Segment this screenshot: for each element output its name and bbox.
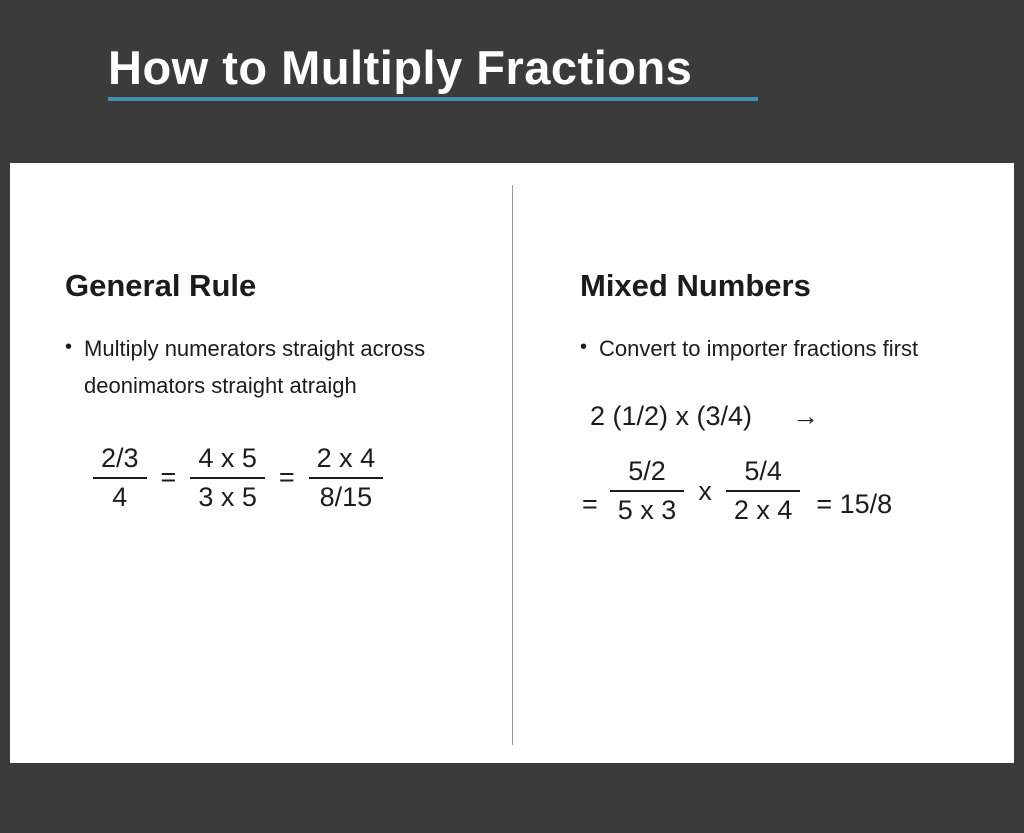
fraction-numerator: 5/2 <box>628 456 666 487</box>
column-divider <box>512 185 513 745</box>
list-item-text: Multiply numerators straight across deonimators straight atraigh <box>84 336 426 399</box>
bullet-dot-icon: • <box>65 336 73 358</box>
right-column-heading: Mixed Numbers <box>580 268 811 303</box>
fraction-term-1 <box>610 456 685 526</box>
fraction-denominator: 3 x 5 <box>198 481 257 512</box>
fraction-denominator: 8/15 <box>319 481 373 512</box>
left-column-heading: General Rule <box>65 268 257 303</box>
fraction-denominator: 2 x 4 <box>733 495 793 526</box>
mixed-number-text: 2 (1/2) x (3/4) <box>590 401 753 432</box>
fraction-numerator: 2 x 4 <box>316 442 376 473</box>
list-item <box>65 330 505 405</box>
title-underline <box>108 97 758 101</box>
slide-body <box>10 163 1014 763</box>
fraction-numerator: 5/4 <box>744 456 782 487</box>
right-equation <box>582 456 1010 526</box>
list-item-text: Convert to importer fractions first <box>599 336 919 361</box>
fraction-numerator: 4 x 5 <box>198 442 257 473</box>
fraction-denominator: 4 <box>112 481 128 512</box>
equals-operator-lead: = <box>582 489 598 520</box>
arrow-icon: → <box>792 401 820 432</box>
right-column <box>580 163 1010 526</box>
slide-footer <box>0 763 1024 833</box>
fraction-term-2 <box>190 443 265 513</box>
slide-header <box>0 0 1024 163</box>
equation-result: = 15/8 <box>816 489 893 520</box>
list-item <box>580 330 1010 367</box>
fraction-numerator: 2/3 <box>101 442 139 473</box>
equals-operator-1: = <box>160 462 177 493</box>
bullet-dot-icon: • <box>580 336 588 358</box>
mixed-number-expression <box>590 401 1010 432</box>
equals-operator-2: = <box>278 462 295 493</box>
left-equation <box>93 443 505 513</box>
fraction-term-1 <box>93 443 147 513</box>
fraction-denominator: 5 x 3 <box>617 495 677 526</box>
fraction-term-2 <box>726 456 801 526</box>
page-title: How to Multiply Fractions <box>108 41 693 94</box>
fraction-term-3 <box>309 443 384 513</box>
left-column <box>65 163 505 513</box>
multiply-operator: x <box>698 475 712 506</box>
